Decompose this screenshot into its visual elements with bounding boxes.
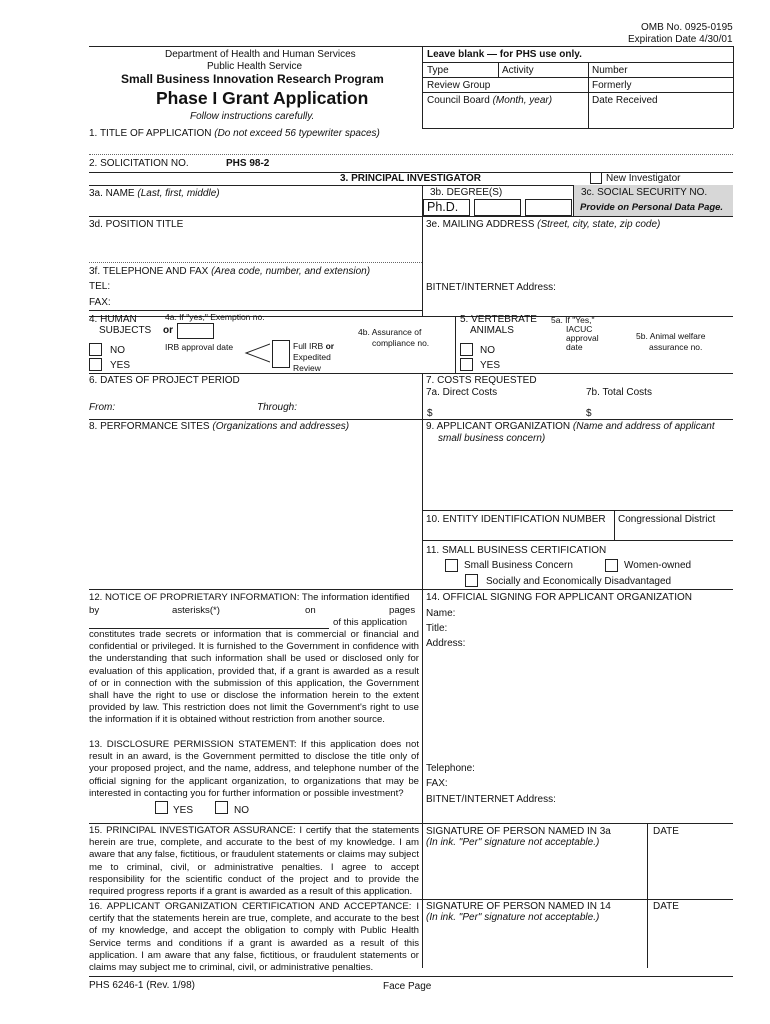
principal-investigator-heading: 3. PRINCIPAL INVESTIGATOR (340, 173, 481, 184)
direct-costs-label: 7a. Direct Costs (426, 387, 498, 398)
full-irb-label: Full IRB or (293, 341, 335, 351)
official-fax-label: FAX: (426, 778, 448, 789)
degree-label: 3b. DEGREE(S) (430, 187, 503, 198)
women-owned-label: Women-owned (624, 560, 692, 571)
proprietary-on: on (305, 605, 316, 616)
fax-label: FAX: (89, 297, 111, 308)
expedited-label: Expedited (293, 352, 331, 362)
degree-input-2[interactable] (474, 199, 521, 216)
proprietary-pages: pages (389, 605, 416, 616)
human-subjects-or: or (163, 325, 173, 336)
irb-pointer-icon (244, 345, 254, 355)
phs-council-board: Council Board (Month, year) (427, 95, 553, 106)
total-costs-dollar: $ (586, 408, 592, 419)
official-signature-hint: (In ink. "Per" signature not acceptable.) (426, 912, 600, 923)
pi-name-label: 3a. NAME (Last, first, middle) (89, 188, 220, 199)
disadvantaged-checkbox[interactable] (465, 574, 478, 587)
form-title: Phase I Grant Application (156, 88, 369, 108)
direct-costs-dollar: $ (427, 408, 433, 419)
official-signing-label: 14. OFFICIAL SIGNING FOR APPLICANT ORGANIZATION (426, 592, 692, 603)
assurance-label-1: 4b. Assurance of (358, 327, 422, 337)
official-title-label: Title: (426, 623, 448, 634)
human-subjects-no-label: NO (110, 345, 125, 356)
program-name: Small Business Innovation Research Program (121, 72, 384, 86)
human-subjects-yes-label: YES (110, 360, 131, 371)
pi-signature-field[interactable] (427, 850, 643, 894)
pi-signature-label: SIGNATURE OF PERSON NAMED IN 3a (426, 826, 611, 837)
official-signature-date-label: DATE (653, 901, 679, 912)
iacuc-label-3: approval (566, 333, 599, 343)
animal-welfare-label-2: assurance no. (649, 342, 703, 352)
position-title-label: 3d. POSITION TITLE (89, 219, 184, 230)
costs-requested-label: 7. COSTS REQUESTED (426, 375, 537, 386)
performance-sites-label: 8. PERFORMANCE SITES (Organizations and addresses) (89, 421, 350, 432)
vertebrate-label-2: ANIMALS (470, 325, 514, 336)
phs-type: Type (427, 65, 449, 76)
review-label: Review (293, 363, 321, 373)
solicitation-value: PHS 98-2 (226, 158, 270, 169)
applicant-org-hint: small business concern) (438, 433, 546, 444)
vertebrate-yes-checkbox[interactable] (460, 358, 473, 371)
title-of-application-label: 1. TITLE OF APPLICATION (Do not exceed 56 typewriter spaces) (89, 128, 380, 139)
solicitation-label: 2. SOLICITATION NO. (89, 158, 189, 169)
small-business-checkbox[interactable] (445, 559, 458, 572)
ssn-note: Provide on Personal Data Page. (580, 202, 724, 213)
phs-activity: Activity (502, 65, 534, 76)
assurance-label-2: compliance no. (372, 338, 430, 348)
dates-through-label: Through: (257, 402, 298, 413)
disclosure-no-checkbox[interactable] (215, 801, 228, 814)
tel-label: TEL: (89, 281, 111, 292)
disclosure-yes-checkbox[interactable] (155, 801, 168, 814)
proprietary-asterisks: asterisks(*) (172, 605, 220, 616)
proprietary-by: by (89, 605, 100, 616)
pi-signature-date-label: DATE (653, 826, 679, 837)
new-investigator-checkbox[interactable] (590, 172, 602, 184)
omb-number: OMB No. 0925-0195 (641, 22, 733, 33)
degree-input-3[interactable] (525, 199, 572, 216)
vertebrate-no-label: NO (480, 345, 495, 356)
official-bitnet-label: BITNET/INTERNET Address: (426, 794, 556, 805)
title-of-application-field[interactable] (89, 154, 733, 155)
disadvantaged-label: Socially and Economically Disadvantaged (486, 576, 672, 587)
face-page-label: Face Page (383, 981, 432, 992)
iacuc-label-4: date (566, 342, 583, 352)
form-instructions: Follow instructions carefully. (190, 111, 315, 122)
org-certification-statement: 16. APPLICANT ORGANIZATION CERTIFICATION AND ACCEPTANCE: I certify that the statements herein are true, complete, and accurate to the best of my knowledge, and accept the obligation to comply with Public Health Service terms and conditions if a grant is awarded as a result of this application. I am aware that any false, fictitious, or fraudulent statements or claims may subject me to criminal, civil, or administrative penalties. (89, 901, 419, 974)
official-signature-label: SIGNATURE OF PERSON NAMED IN 14 (426, 901, 611, 912)
phs-use-heading: Leave blank — for PHS use only. (427, 49, 582, 60)
vertebrate-yes-label: YES (480, 360, 501, 371)
form-number: PHS 6246-1 (Rev. 1/98) (89, 980, 195, 991)
official-signature-field[interactable] (427, 925, 643, 965)
dates-from-label: From: (89, 402, 116, 413)
entity-id-label: 10. ENTITY IDENTIFICATION NUMBER (426, 514, 606, 525)
degree-value: Ph.D. (427, 200, 459, 214)
proprietary-of-application: of this application (333, 617, 408, 628)
animal-welfare-label-1: 5b. Animal welfare (636, 331, 706, 341)
service-name: Public Health Service (207, 61, 303, 72)
disclosure-statement: 13. DISCLOSURE PERMISSION STATEMENT: If this application does not result in an award, is the Government permitted to disclose the title only of your proposed project, and the name, address, and telephone number of the official signing for the applicant organization, to organizations that may be interested in contacting you for further information or possible investment? (89, 739, 419, 799)
project-dates-label: 6. DATES OF PROJECT PERIOD (89, 375, 240, 386)
proprietary-notice-body: constitutes trade secrets or information that is commercial or financial and confidential or privileged. It is furnished to the Government in confidence with the understanding that such information shall be used or disclosed only for evaluation of this application, provided that, if a grant is awarded as a result of or in connection with the submission of this application, the Government shall have the right to use or disclose the information herein to the extent provided by law. This restriction does not limit the Government's right to use the information if it is obtained without restriction from another source. (89, 629, 419, 726)
iacuc-label-2: IACUC (566, 324, 593, 334)
new-investigator-label: New Investigator (606, 173, 681, 184)
human-subjects-label-1: 4. HUMAN (89, 314, 137, 325)
irb-approval-date-label: IRB approval date (165, 342, 234, 352)
expiration-date: Expiration Date 4/30/01 (628, 34, 733, 45)
small-business-cert-label: 11. SMALL BUSINESS CERTIFICATION (426, 545, 607, 556)
total-costs-label: 7b. Total Costs (586, 387, 652, 398)
pi-bitnet-label: BITNET/INTERNET Address: (426, 282, 556, 293)
vertebrate-no-checkbox[interactable] (460, 343, 473, 356)
department-name: Department of Health and Human Services (165, 49, 356, 60)
phs-review-group: Review Group (427, 80, 491, 91)
human-subjects-label-2: SUBJECTS (99, 325, 152, 336)
exemption-input[interactable] (177, 323, 214, 339)
human-subjects-no-checkbox[interactable] (89, 343, 102, 356)
proprietary-notice-heading: 12. NOTICE OF PROPRIETARY INFORMATION: The information identified (89, 592, 410, 603)
official-telephone-label: Telephone: (426, 763, 475, 774)
ssn-label: 3c. SOCIAL SECURITY NO. (581, 187, 708, 198)
congressional-district-label: Congressional District (618, 514, 716, 525)
pi-signature-hint: (In ink. "Per" signature not acceptable.) (426, 837, 600, 848)
small-business-label: Small Business Concern (464, 560, 573, 571)
disclosure-yes-label: YES (173, 805, 194, 816)
official-name-label: Name: (426, 608, 456, 619)
iacuc-label-1: 5a. If "Yes," (551, 315, 595, 325)
human-subjects-yes-checkbox[interactable] (89, 358, 102, 371)
phs-date-received: Date Received (592, 95, 658, 106)
phs-number: Number (592, 65, 628, 76)
applicant-org-label: 9. APPLICANT ORGANIZATION (Name and address of applicant (426, 421, 715, 432)
pi-assurance-statement: 15. PRINCIPAL INVESTIGATOR ASSURANCE: I certify that the statements herein are true, complete, and accurate to the best of my knowledge. I am aware that any false, fictitious, or fraudulent statements or claims may subject me to criminal, civil, or administrative penalties. I agree to accept responsibility for the scientific conduct of the project and to provide the required progress reports if a grant is awarded as a result of this application. (89, 825, 419, 898)
vertebrate-label-1: 5. VERTEBRATE (460, 314, 537, 325)
official-address-label: Address: (426, 638, 466, 649)
position-title-field[interactable] (89, 262, 422, 263)
irb-date-input[interactable] (272, 340, 290, 368)
women-owned-checkbox[interactable] (605, 559, 618, 572)
disclosure-no-label: NO (234, 805, 249, 816)
telephone-fax-label: 3f. TELEPHONE AND FAX (Area code, number, and extension) (89, 266, 371, 277)
mailing-address-label: 3e. MAILING ADDRESS (Street, city, state, zip code) (426, 219, 661, 230)
exemption-label: 4a. If "yes," Exemption no. (165, 312, 265, 322)
phs-formerly: Formerly (592, 80, 632, 91)
